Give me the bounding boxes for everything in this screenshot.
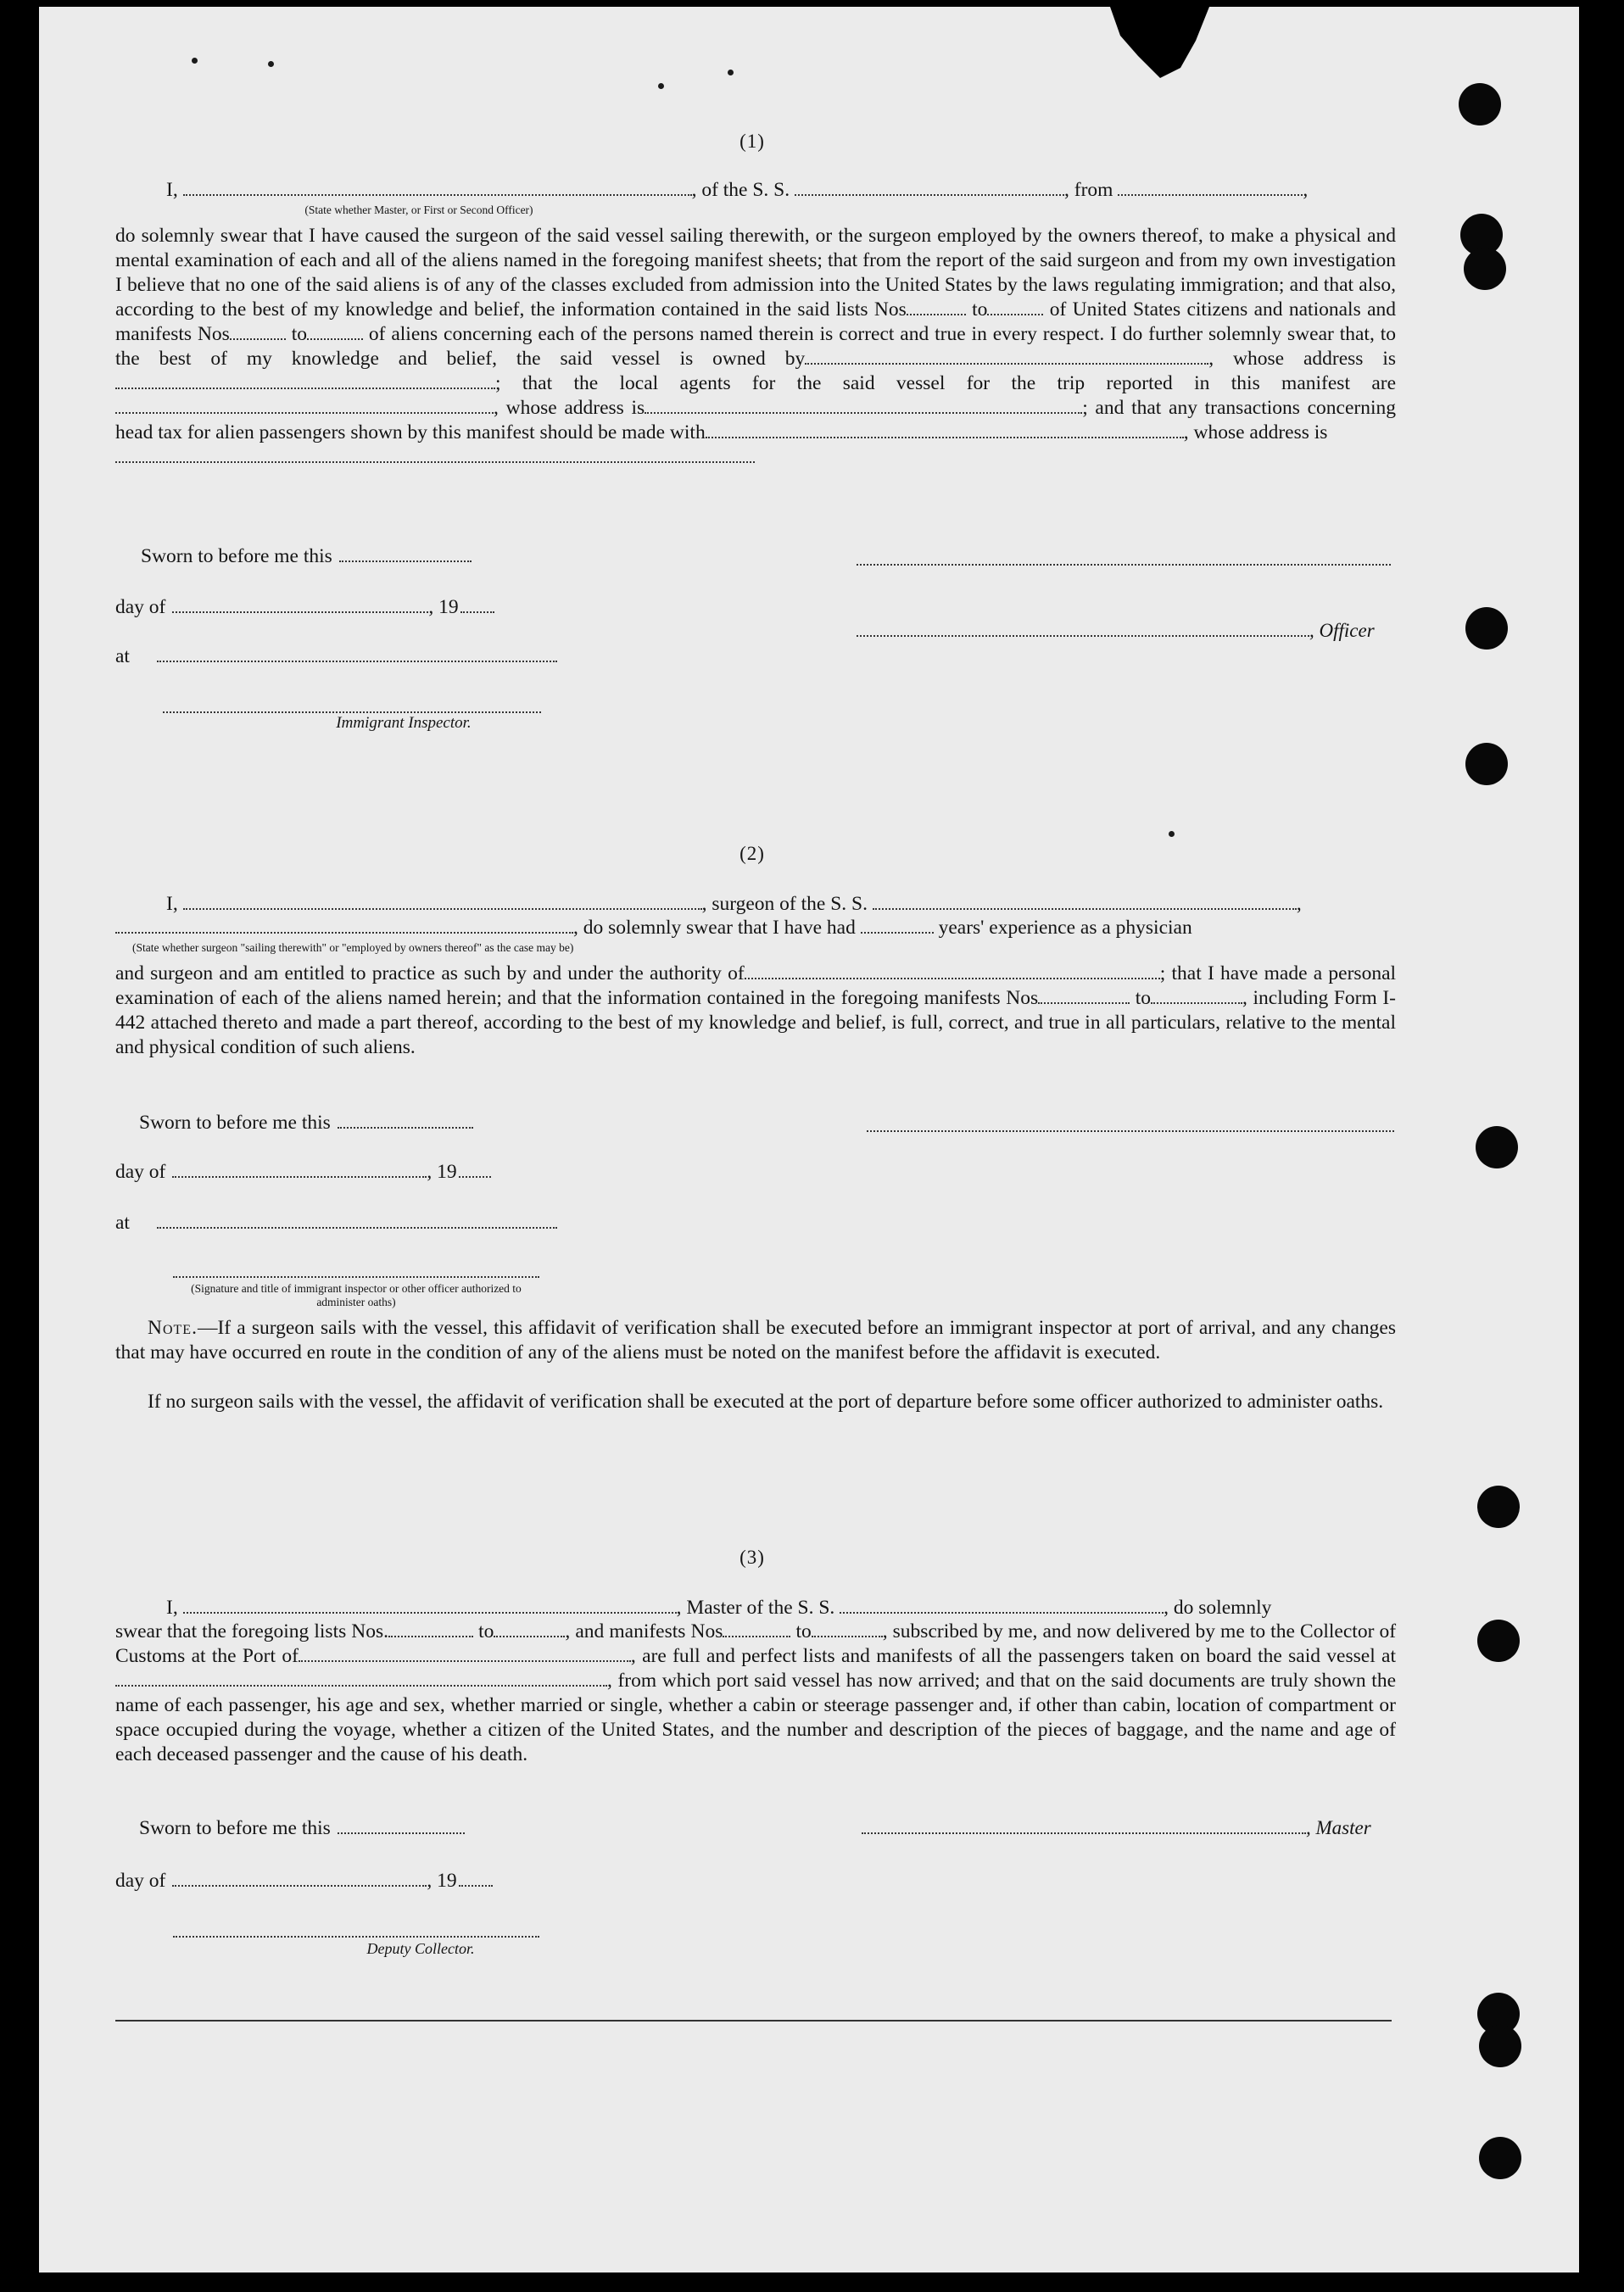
officer-title-field[interactable] bbox=[857, 619, 1309, 637]
administering-officer-signature-line[interactable] bbox=[173, 1275, 539, 1278]
bottom-rule bbox=[115, 2020, 1392, 2022]
section-2-at-row: at bbox=[115, 1211, 557, 1235]
lists-nos-from-field[interactable] bbox=[907, 298, 966, 315]
section-3-oath-text: swear that the foregoing lists Nos. to , and manifests Nos to , subscribed by me, and now delivered by me to the Collector of Customs at the Port of , are full and perfect lists and manifests of all the passengers taken on board the said vessel at, from which port said vessel has now arrived; and that on the said documents are truly shown the name of each passenger, his age and sex, whether married or single, whether a cabin or steerage passenger and, if other than cabin, location of compartment or space occupied during the voyage, whether a citizen of the United States, and the number and description of the pieces of baggage, and the name and age of each deceased passenger and the cause of his death. bbox=[115, 1620, 1397, 1765]
officer-row: , Officer bbox=[857, 619, 1375, 643]
section-3-first-line: I, , Master of the S. S. , do solemnly bbox=[166, 1597, 1272, 1619]
master-month-field[interactable] bbox=[172, 1869, 427, 1887]
punch-hole bbox=[1465, 607, 1508, 650]
surgeon-place-field[interactable] bbox=[157, 1211, 557, 1229]
ink-speck bbox=[192, 58, 198, 64]
master-signature-line[interactable] bbox=[862, 1816, 1306, 1834]
section-2-second-line: , do solemnly swear that I have had years' experience as a physician bbox=[115, 916, 1396, 940]
of-ss-label: , of the S. S. bbox=[691, 179, 790, 201]
deputy-collector-signature-line[interactable] bbox=[173, 1935, 539, 1938]
surgeon-vessel-field[interactable] bbox=[873, 892, 1297, 910]
section-1-oath-text: do solemnly swear that I have caused the surgeon of the said vessel sailing therewith, or the surgeon employed by the owners thereof, to make a physical and mental examination of each and all of the aliens named in the foregoing manifest sheets; that from the report of the said surgeon and from my own investigation I believe that no one of the said aliens is of any of the classes excluded from admission into the United States by the laws regulating immigration; and that also, according to the best of my knowledge and belief, the information contained in the said lists Nos to of United States citizens and nationals and manifests Nos to of aliens concerning each of the persons named therein is correct and true in every respect. I do further solemnly swear that, to the best of my knowledge and belief, the said vessel is owned by , whose address is; that the local agents for the said vessel for the trip reported in this manifest are, whose address is ; and that any transactions concerning head tax for alien passengers shown by this manifest should be made with , whose address is bbox=[115, 224, 1396, 463]
authority-field[interactable] bbox=[745, 962, 1160, 979]
punch-hole bbox=[1477, 1620, 1520, 1662]
section-2-day-row: day of , 19 bbox=[115, 1160, 491, 1184]
master-manifests-to-field[interactable] bbox=[812, 1620, 883, 1637]
manifests-nos-from-field[interactable] bbox=[230, 322, 286, 340]
surgeon-manifests-from-field[interactable] bbox=[1038, 986, 1130, 1004]
owner-address-field[interactable] bbox=[115, 371, 495, 389]
section-2-sworn-row: Sworn to before me this bbox=[139, 1111, 473, 1135]
signature-caption: (Signature and title of immigrant inspector or other officer authorized to administer oaths) bbox=[191, 1282, 522, 1308]
master-sworn-day-field[interactable] bbox=[338, 1816, 465, 1834]
embarkation-port-field[interactable] bbox=[115, 1669, 607, 1687]
officer-signature-line[interactable] bbox=[857, 563, 1391, 566]
section-2-first-line: I, , surgeon of the S. S. , bbox=[166, 893, 1302, 915]
section-2-caption: (State whether surgeon "sailing therewith" or "employed by owners thereof" as the case may be) bbox=[132, 941, 574, 954]
i-label: I, bbox=[166, 179, 178, 201]
surgeon-year-field[interactable] bbox=[459, 1160, 491, 1178]
local-agents-field[interactable] bbox=[115, 396, 494, 414]
section-1-first-line: I, , of the S. S. , from , bbox=[166, 179, 1309, 201]
owner-field[interactable] bbox=[805, 347, 1208, 365]
note-paragraph-2: If no surgeon sails with the vessel, the affidavit of verification shall be executed at the port of departure before some officer authorized to administer oaths. bbox=[148, 1391, 1384, 1413]
punch-hole bbox=[1464, 248, 1506, 290]
ink-speck bbox=[268, 61, 274, 67]
punch-hole bbox=[1465, 743, 1508, 785]
section-3-sworn-row: Sworn to before me this bbox=[139, 1816, 465, 1840]
master-lists-from-field[interactable] bbox=[388, 1620, 473, 1637]
punch-hole bbox=[1476, 1126, 1518, 1168]
master-manifests-from-field[interactable] bbox=[723, 1620, 790, 1637]
section-1-sworn-row: Sworn to before me this bbox=[141, 544, 472, 568]
punch-hole bbox=[1479, 2137, 1521, 2179]
punch-hole bbox=[1477, 1486, 1520, 1528]
month-field[interactable] bbox=[172, 595, 428, 613]
surgeon-name-field[interactable] bbox=[183, 892, 702, 910]
head-tax-contact-field[interactable] bbox=[706, 421, 1184, 438]
from-port-field[interactable] bbox=[1118, 178, 1303, 196]
section-2-number: (2) bbox=[739, 843, 765, 864]
from-label: , from bbox=[1064, 179, 1113, 201]
officer-name-field[interactable] bbox=[183, 178, 692, 196]
sworn-day-field[interactable] bbox=[339, 544, 472, 562]
section-1-caption: (State whether Master, or First or Second Officer) bbox=[304, 204, 533, 216]
surgeon-signature-line[interactable] bbox=[867, 1129, 1394, 1132]
years-experience-field[interactable] bbox=[861, 916, 934, 934]
ink-speck bbox=[728, 70, 734, 75]
section-3-number: (3) bbox=[739, 1547, 765, 1568]
surgeon-status-field[interactable] bbox=[115, 916, 573, 934]
punch-hole bbox=[1479, 2025, 1521, 2067]
surgeon-sworn-day-field[interactable] bbox=[338, 1111, 473, 1129]
section-3-day-row: day of , 19 bbox=[115, 1869, 493, 1893]
section-2-oath-text: and surgeon and am entitled to practice as such by and under the authority of ; that I have made a personal examination of each of the aliens named herein; and that the information contained in the foregoing manifests Nos to , including Form I-442 attached thereto and made a part thereof, according to the best of my knowledge and belief, is full, correct, and true in all particulars, relative to the mental and physical condition of such aliens. bbox=[115, 962, 1397, 1058]
head-tax-address-field[interactable] bbox=[115, 445, 755, 463]
surgeon-month-field[interactable] bbox=[172, 1160, 427, 1178]
master-signature-row: , Master bbox=[862, 1816, 1371, 1840]
manifests-nos-to-field[interactable] bbox=[307, 322, 363, 340]
ink-speck bbox=[658, 83, 664, 89]
deputy-collector-label: Deputy Collector. bbox=[366, 1940, 475, 1957]
surgeon-manifests-to-field[interactable] bbox=[1151, 986, 1242, 1004]
vessel-name-field[interactable] bbox=[795, 178, 1064, 196]
section-1-number: (1) bbox=[739, 131, 765, 152]
master-name-field[interactable] bbox=[183, 1596, 677, 1614]
agents-address-field[interactable] bbox=[645, 396, 1082, 414]
punch-hole bbox=[1459, 83, 1501, 125]
master-lists-to-field[interactable] bbox=[494, 1620, 565, 1637]
ink-speck bbox=[1169, 831, 1175, 837]
note-paragraph: Note.—If a surgeon sails with the vessel, this affidavit of verification shall be executed before an immigrant inspector at port of arrival, and any changes that may have occurred en route in the condition of any of the aliens must be noted on the manifest before the affidavit is executed. bbox=[115, 1317, 1396, 1363]
master-vessel-field[interactable] bbox=[840, 1596, 1164, 1614]
inspector-label: Immigrant Inspector. bbox=[336, 714, 472, 732]
lists-nos-to-field[interactable] bbox=[987, 298, 1043, 315]
port-of-customs-field[interactable] bbox=[299, 1644, 631, 1662]
section-1-day-row: day of , 19 bbox=[115, 595, 494, 619]
section-1-at-row: at bbox=[115, 644, 557, 668]
year-field[interactable] bbox=[460, 595, 494, 613]
inspector-signature-line[interactable] bbox=[163, 711, 541, 713]
master-year-field[interactable] bbox=[459, 1869, 493, 1887]
place-field[interactable] bbox=[157, 644, 557, 662]
